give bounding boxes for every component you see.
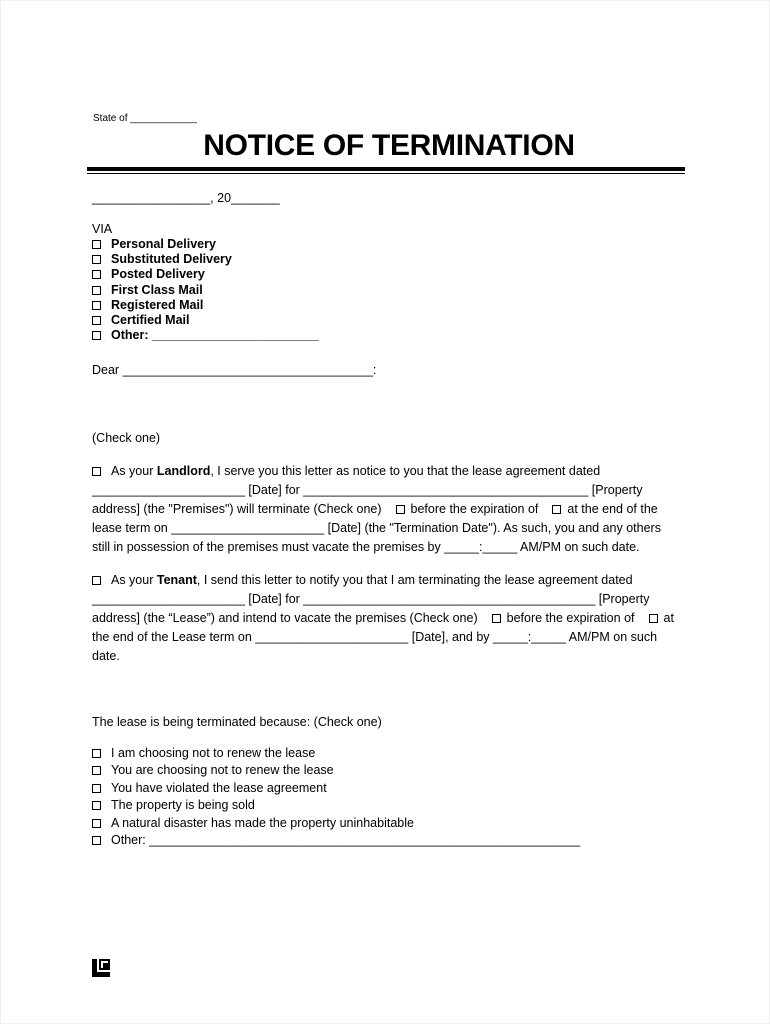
reasons-label: The lease is being terminated because: (Check one) (92, 715, 382, 729)
checkbox-icon[interactable] (92, 270, 101, 279)
via-option-first-class-mail[interactable]: First Class Mail (92, 283, 319, 298)
checkbox-icon[interactable] (92, 766, 101, 775)
state-field: State of ____________ (93, 113, 197, 124)
via-option-registered-mail[interactable]: Registered Mail (92, 298, 319, 313)
checkbox-icon[interactable] (92, 749, 101, 758)
checkbox-icon[interactable] (92, 316, 101, 325)
via-option-certified-mail[interactable]: Certified Mail (92, 313, 319, 328)
via-label: VIA (92, 222, 113, 236)
reason-option[interactable]: I am choosing not to renew the lease (92, 745, 580, 762)
checkbox-icon[interactable] (92, 836, 101, 845)
landlord-paragraph: As your Landlord, I serve you this letter as notice to you that the lease agreement dated ______________________ [Date] for _________________________________________ [Property address] (the "Premises") will terminate (Check one) before the expiration of at the end of the lease term on ______________________ [Date] (the "Termination Date"). As such, you and any others still in possession of the premises must vacate the premises by _____:_____ AM/PM on such date. (92, 464, 661, 554)
via-option-substituted-delivery[interactable]: Substituted Delivery (92, 252, 319, 267)
salutation: Dear ____________________________________: (92, 363, 377, 377)
via-option-other[interactable]: Other: ________________________ (92, 328, 319, 343)
before-expiration-checkbox-icon[interactable] (396, 505, 405, 514)
checkbox-icon[interactable] (92, 255, 101, 264)
title-rule-thin (87, 173, 685, 174)
reason-options (92, 745, 580, 849)
checkbox-icon[interactable] (92, 331, 101, 340)
end-of-term-checkbox-icon[interactable] (649, 614, 658, 623)
via-option-personal-delivery[interactable]: Personal Delivery (92, 237, 319, 252)
via-options (92, 237, 319, 343)
landlord-checkbox-icon[interactable] (92, 467, 101, 476)
end-of-term-checkbox-icon[interactable] (552, 505, 561, 514)
checkbox-icon[interactable] (92, 801, 101, 810)
checkbox-icon[interactable] (92, 286, 101, 295)
document-title: NOTICE OF TERMINATION (203, 129, 575, 162)
landlord-label: Landlord (156, 464, 211, 478)
date-line: _________________, 20_______ (92, 191, 280, 205)
reason-option[interactable]: You are choosing not to renew the lease (92, 762, 580, 779)
title-rule-thick (87, 167, 685, 171)
checkbox-icon[interactable] (92, 301, 101, 310)
checkbox-icon[interactable] (92, 784, 101, 793)
tenant-checkbox-icon[interactable] (92, 576, 101, 585)
reason-option-other[interactable]: Other: ______________________________________________________________ (92, 832, 580, 849)
tenant-label: Tenant (156, 573, 197, 587)
reason-option[interactable]: A natural disaster has made the property uninhabitable (92, 815, 580, 832)
reason-option[interactable]: The property is being sold (92, 797, 580, 814)
document-logo-icon (92, 959, 110, 977)
reason-option[interactable]: You have violated the lease agreement (92, 780, 580, 797)
checkbox-icon[interactable] (92, 240, 101, 249)
via-option-posted-delivery[interactable]: Posted Delivery (92, 267, 319, 282)
check-one-label: (Check one) (92, 431, 161, 445)
before-expiration-checkbox-icon[interactable] (492, 614, 501, 623)
checkbox-icon[interactable] (92, 819, 101, 828)
tenant-paragraph: As your Tenant, I send this letter to notify you that I am terminating the lease agreement dated ______________________ [Date] for __________________________________________ [Property address] (the “Lease”) and intend to vacate the premises (Check one) before the expiration of at the end of the Lease term on ______________________ [Date], and by _____:_____ AM/PM on such date. (92, 573, 674, 663)
